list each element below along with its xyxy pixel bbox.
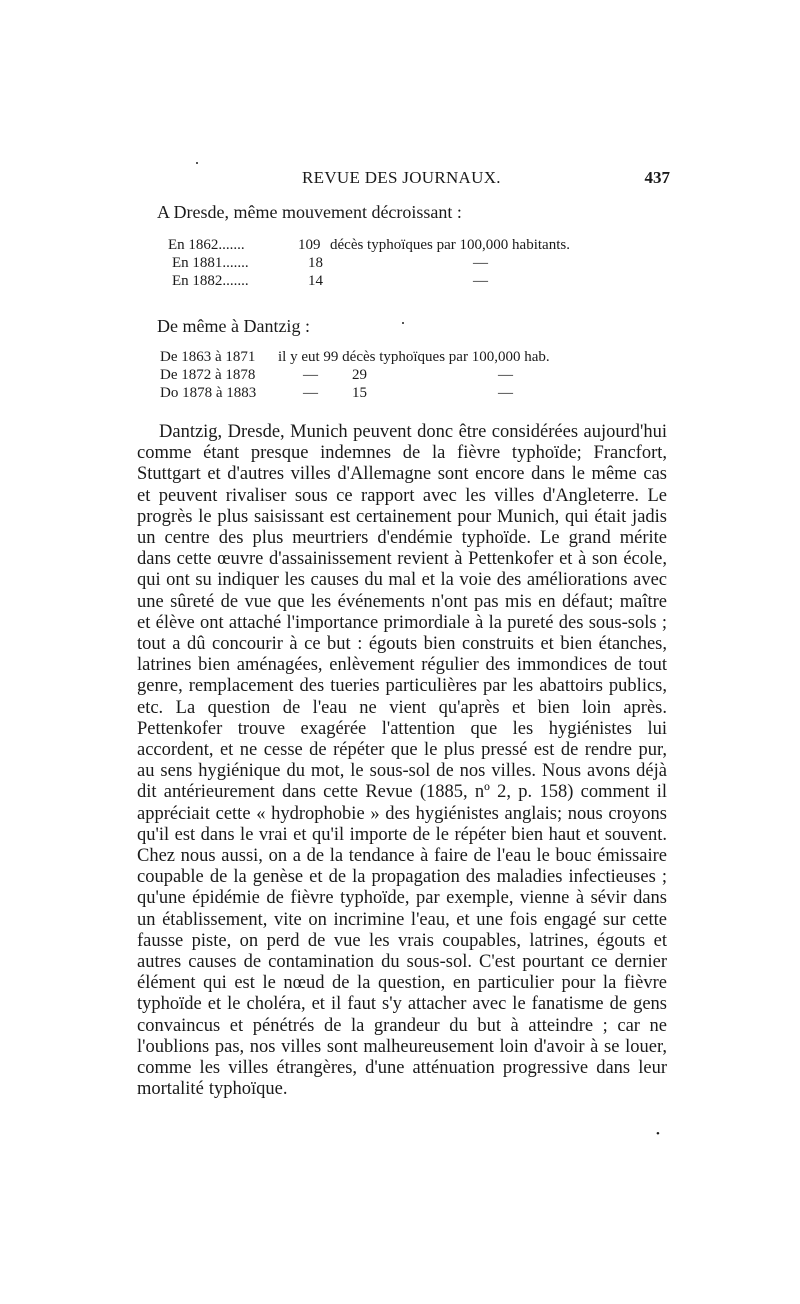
print-speck	[196, 162, 198, 164]
footer-mark: •	[656, 1128, 660, 1140]
year-cell: En 1881.......	[172, 255, 249, 271]
value-cell: 15	[352, 385, 367, 401]
year-cell: En 1882.......	[172, 273, 249, 289]
body-text	[137, 422, 667, 1101]
table-row	[168, 237, 648, 255]
dantzig-intro: De même à Dantzig :	[157, 316, 310, 336]
ditto-dash: —	[473, 255, 488, 271]
print-speck	[402, 322, 404, 324]
running-header	[160, 168, 670, 194]
description-cell: décès typhoïques par 100,000 habitants.	[330, 237, 570, 253]
dantzig-statistics-table	[160, 349, 650, 403]
dresde-intro: A Dresde, même mouvement décroissant :	[157, 202, 462, 222]
ditto-dash: —	[498, 367, 513, 383]
table-row	[160, 367, 650, 385]
description-cell: il y eut 99 décès typhoïques par 100,000 hab.	[278, 349, 550, 365]
ditto-dash: —	[498, 385, 513, 401]
table-row	[160, 349, 650, 367]
running-title: REVUE DES JOURNAUX.	[302, 168, 501, 187]
table-row	[160, 385, 650, 403]
ditto-dash: —	[303, 385, 318, 401]
value-cell: 14	[308, 273, 323, 289]
period-cell: De 1872 à 1878	[160, 367, 256, 383]
body-paragraph: Dantzig, Dresde, Munich peuvent donc être considérées aujourd'hui comme étant presque indemnes de la fièvre typhoïde; Francfort, Stuttgart et d'autres villes d'Allemagne sont encore dans le même cas et peuvent rivaliser sous ce rapport avec les villes d'Angleterre. Le progrès le plus saisissant est certainement pour Munich, qui était jadis un centre des plus meurtriers d'endémie typhoïde. Le grand mérite dans cette œuvre d'assainissement revient à Pettenkofer et à son école, qui ont su indiquer les causes du mal et la voie des améliorations avec une sûreté de vue que les événements n'ont pas mis en défaut; maître et élève ont attaché l'importance primordiale à la pureté des sous-sols ; tout a dû concourir à ce but : égouts bien construits et bien étanches, latrines bien aménagées, enlèvement régulier des immondices de tout genre, remplacement des tueries particulières par les abattoirs publics, etc. La question de l'eau ne vient qu'après et bien loin après. Pettenkofer trouve exagérée l'attention que les hygiénistes lui accordent, et ne cesse de répéter que le plus pressé est de rendre pur, au sens hygiénique du mot, le sous-sol de nos villes. Nous avons déjà dit antérieurement dans cette Revue (1885, nº 2, p. 158) comment il appréciait cette « hydrophobie » des hygiénistes anglais; nous croyons qu'il est dans le vrai et qu'il importe de le répéter bien haut et souvent. Chez nous aussi, on a de la tendance à faire de l'eau le bouc émissaire coupable de la genèse et de la propagation des maladies infectieuses ; qu'une épidémie de fièvre typhoïde, par exemple, vienne à sévir dans un établissement, vite on incrimine l'eau, et une fois engagé sur cette fausse piste, on perd de vue les vrais coupables, latrines, égouts et autres causes de contamination du sous-sol. C'est pourtant ce dernier élément qui est le nœud de la question, en particulier pour la fièvre typhoïde et le choléra, et il faut s'y attacher avec le fanatisme de gens convaincus et pénétrés de la grandeur du but à atteindre ; car ne l'oublions pas, nos villes sont malheureusement loin d'avoir à se louer, comme les villes étrangères, d'une atténuation progressive dans leur mortalité typhoïque.	[137, 422, 667, 1100]
ditto-dash: —	[473, 273, 488, 289]
table-row	[168, 273, 648, 291]
value-cell: 29	[352, 367, 367, 383]
page-number: 437	[644, 168, 670, 187]
value-cell: 109	[298, 237, 321, 253]
period-cell: De 1863 à 1871	[160, 349, 256, 365]
year-cell: En 1862.......	[168, 237, 245, 253]
period-cell: Do 1878 à 1883	[160, 385, 257, 401]
dresde-statistics-table	[168, 237, 648, 291]
table-row	[168, 255, 648, 273]
ditto-dash: —	[303, 367, 318, 383]
value-cell: 18	[308, 255, 323, 271]
